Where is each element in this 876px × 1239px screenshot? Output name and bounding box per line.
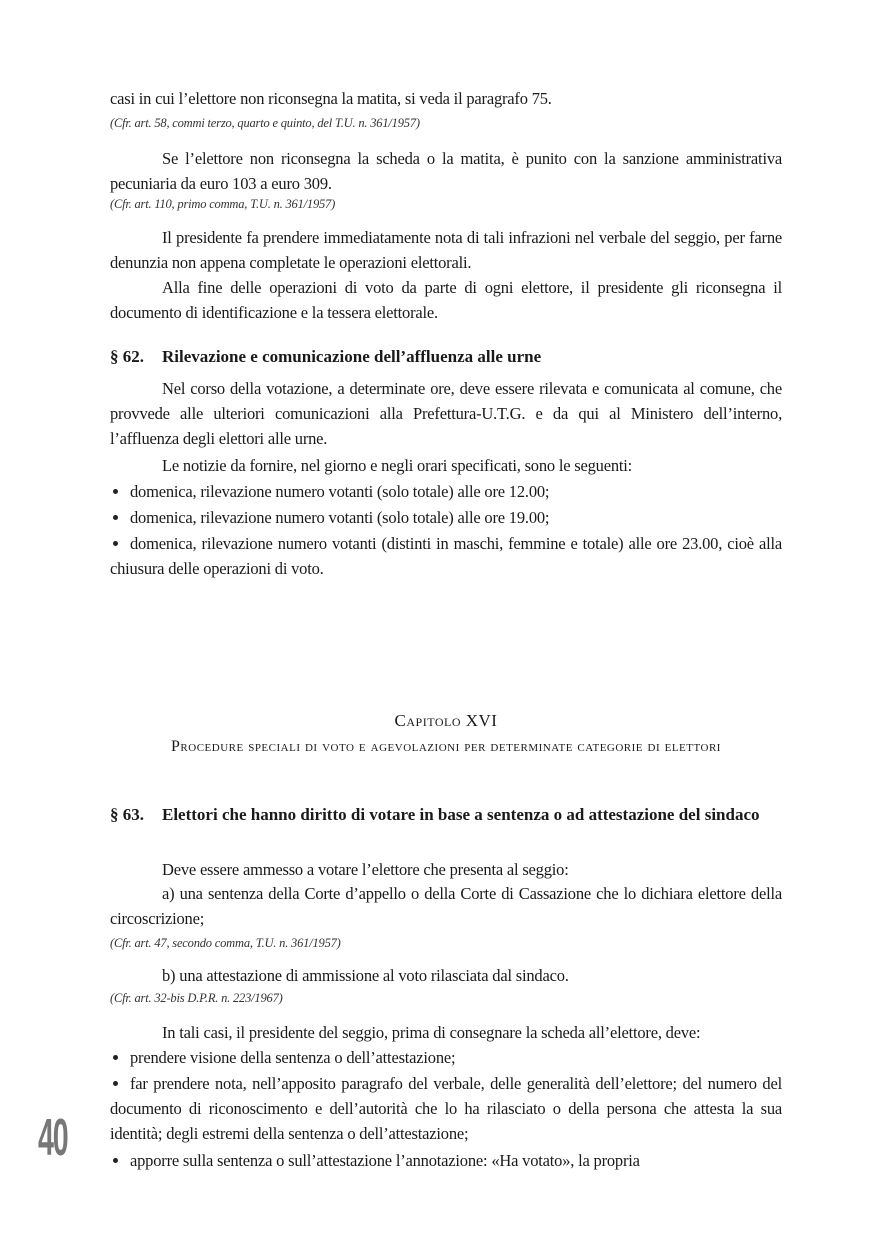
paragraph: Le notizie da fornire, nel giorno e negli orari specificati, sono le seguenti: (162, 456, 633, 475)
citation: (Cfr. art. 58, commi terzo, quarto e quinto, del T.U. n. 361/1957) (110, 116, 420, 130)
paragraph: casi in cui l’elettore non riconsegna la matita, si veda il paragrafo 75. (110, 89, 552, 108)
list-item (110, 505, 782, 530)
bullet-icon (113, 1055, 118, 1060)
page-number: 40 (38, 1109, 68, 1167)
citation: (Cfr. art. 110, primo comma, T.U. n. 361/1957) (110, 197, 336, 211)
list-item-text: domenica, rilevazione numero votanti (solo totale) alle ore 19.00; (130, 508, 550, 527)
chapter-title: Procedure speciali di voto e agevolazioni per determinate categorie di elettori (171, 738, 721, 755)
paragraph: Nel corso della votazione, a determinate ore, deve essere rilevata e comunicata al comune, che provvede alle ulteriori comunicazioni alla Prefettura-U.T.G. e da qui al Ministero dell’interno, l’affluenza degli elettori alle urne. (110, 379, 782, 448)
section-number: § 63. (110, 805, 144, 824)
paragraph: Se l’elettore non riconsegna la scheda o la matita, è punito con la sanzione amministrativa pecuniaria da euro 103 a euro 309. (110, 149, 782, 193)
section-heading (110, 803, 782, 827)
list-item-text: prendere visione della sentenza o dell’attestazione; (130, 1048, 456, 1067)
bullet-icon (113, 1081, 118, 1086)
section-number: § 62. (110, 347, 144, 366)
citation: (Cfr. art. 32-bis D.P.R. n. 223/1967) (110, 991, 283, 1005)
section-title: Elettori che hanno diritto di votare in base a sentenza o ad attestazione del sindaco (162, 805, 760, 824)
list-item-text: apporre sulla sentenza o sull’attestazione l’annotazione: «Ha votato», la propria (130, 1151, 640, 1170)
paragraph: Alla fine delle operazioni di voto da parte di ogni elettore, il presidente gli riconsegna il documento di identificazione e la tessera elettorale. (110, 278, 782, 322)
list-item (110, 531, 782, 581)
paragraph: In tali casi, il presidente del seggio, prima di consegnare la scheda all’elettore, deve: (162, 1023, 701, 1042)
paragraph: Il presidente fa prendere immediatamente nota di tali infrazioni nel verbale del seggio, per farne denunzia non appena completate le operazioni elettorali. (110, 228, 782, 272)
list-item-text: domenica, rilevazione numero votanti (solo totale) alle ore 12.00; (130, 482, 550, 501)
bullet-icon (113, 515, 118, 520)
bullet-icon (113, 1158, 118, 1163)
section-heading (110, 345, 782, 369)
paragraph: a) una sentenza della Corte d’appello o della Corte di Cassazione che lo dichiara elettore della circoscrizione; (110, 884, 782, 928)
citation: (Cfr. art. 47, secondo comma, T.U. n. 361/1957) (110, 936, 341, 950)
list-item (110, 1148, 782, 1173)
list-item (110, 1045, 782, 1070)
list-item (110, 1071, 782, 1146)
list-item (110, 479, 782, 504)
list-item-text: domenica, rilevazione numero votanti (distinti in maschi, femmine e totale) alle ore 23.00, cioè alla chiusura delle operazioni di voto. (110, 534, 782, 578)
chapter-label: Capitolo XVI (394, 711, 498, 730)
bullet-icon (113, 541, 118, 546)
paragraph: Deve essere ammesso a votare l’elettore che presenta al seggio: (162, 860, 569, 879)
section-title: Rilevazione e comunicazione dell’affluenza alle urne (162, 347, 542, 366)
bullet-icon (113, 489, 118, 494)
paragraph: b) una attestazione di ammissione al voto rilasciata dal sindaco. (162, 966, 569, 985)
list-item-text: far prendere nota, nell’apposito paragrafo del verbale, delle generalità dell’elettore; del numero del documento di riconoscimento e dell’autorità che lo ha rilasciato o della persona che attesta la sua identità; degli estremi della sentenza o dell’attestazione; (110, 1074, 782, 1143)
